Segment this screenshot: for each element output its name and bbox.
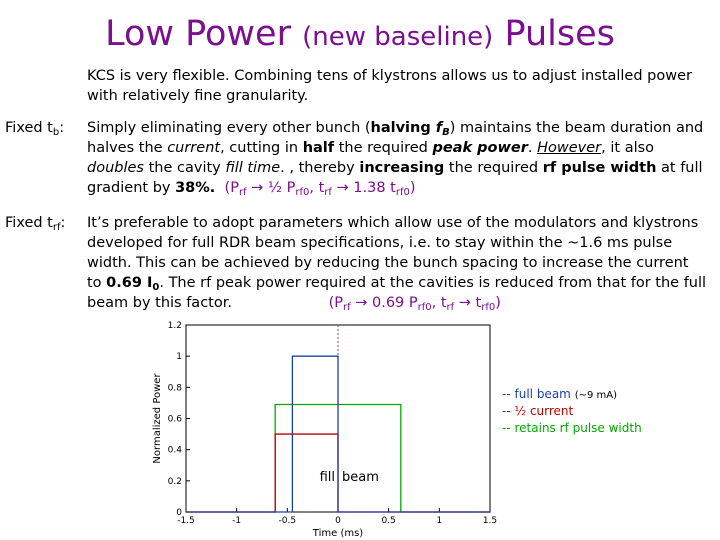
y-tick-label: 0.2 xyxy=(167,476,182,487)
fixed-trf-line-2: developed for full RDR beam specifications, i.e. to stay within the ~1.6 ms pulse xyxy=(87,235,673,251)
fixed-tb-line-4: gradient by 38%. ($P_{rf}$ → ½ $P_{rf0}$, $t_{rf} \to 1.38$ $t_{rf0}$) xyxy=(87,180,416,198)
fixed-tb-label: Fixed $t_b$: xyxy=(5,120,65,138)
title-part-1: Low Power xyxy=(105,14,291,54)
fixed-trf-formula: ($P_{rf} \to 0.69$ $P_{rf0}$, $t_{rf} \to t_{rf0}$) xyxy=(328,295,501,313)
fixed-tb-line-3: doubles the cavity fill time. , thereby increasing the required rf pulse width at full xyxy=(87,160,703,176)
intro-line-1: KCS is very flexible. Combining tens of klystrons allows us to adjust installed power xyxy=(87,68,692,84)
beam-annotation: beam xyxy=(342,469,379,485)
y-tick-label: 0.6 xyxy=(167,414,182,425)
y-tick-label: 0.4 xyxy=(167,445,182,456)
title-part-3: Pulses xyxy=(504,14,615,54)
x-tick-label: 1.5 xyxy=(482,516,498,526)
legend-retains-rf-pulse-width: -- retains rf pulse width xyxy=(502,421,642,435)
intro-line-2: with relatively fine granularity. xyxy=(87,88,309,104)
fixed-trf-line-3: width. This can be achieved by reducing the bunch spacing to increase the current xyxy=(87,255,689,271)
x-tick-label: -1 xyxy=(232,516,242,526)
y-tick-label: 1.2 xyxy=(167,321,182,331)
legend-half-current: -- ½ current xyxy=(502,404,574,418)
x-tick-label: 0.5 xyxy=(381,516,396,526)
fill-annotation: fill xyxy=(319,469,335,485)
fixed-trf-label: Fixed $t_{rf}$: xyxy=(5,215,66,233)
y-tick-label: 0 xyxy=(176,508,182,518)
series-line-1 xyxy=(186,356,490,512)
fixed-trf-line-4: to 0.69 $I_0$. The rf peak power required at the cavities is reduced from that for the full xyxy=(87,275,707,293)
fixed-trf-line-1: It’s preferable to adopt parameters which allow use of the modulators and klystrons xyxy=(87,215,699,231)
y-tick-label: 1 xyxy=(176,352,182,363)
x-tick-label: -1.5 xyxy=(177,516,195,526)
fixed-tb-formula: ($P_{rf}$ → ½ $P_{rf0}$, $t_{rf} \to 1.38$ $t_{rf0}$) xyxy=(224,180,416,198)
fixed-tb-line-2: halves the current, cutting in half the required peak power. However, it also xyxy=(87,140,655,156)
fixed-tb-line-1: Simply eliminating every other bunch (halving $f_B$) maintains the beam duration and xyxy=(87,120,704,138)
fixed-trf-line-5: beam by this factor. ($P_{rf} \to 0.69$ $P_{rf0}$, $t_{rf} \to t_{rf0}$) xyxy=(87,295,501,313)
x-axis-label: Time (ms) xyxy=(312,528,364,539)
x-tick-label: 1 xyxy=(436,516,443,526)
x-tick-label: -0.5 xyxy=(278,516,297,526)
y-axis-label: Normalized Power xyxy=(152,373,163,464)
x-tick-label: 0 xyxy=(335,516,341,526)
legend-full-beam: -- full beam (~9 mA) xyxy=(502,387,617,401)
title-part-2: (new baseline) xyxy=(302,22,494,52)
y-tick-label: 0.8 xyxy=(167,383,182,394)
